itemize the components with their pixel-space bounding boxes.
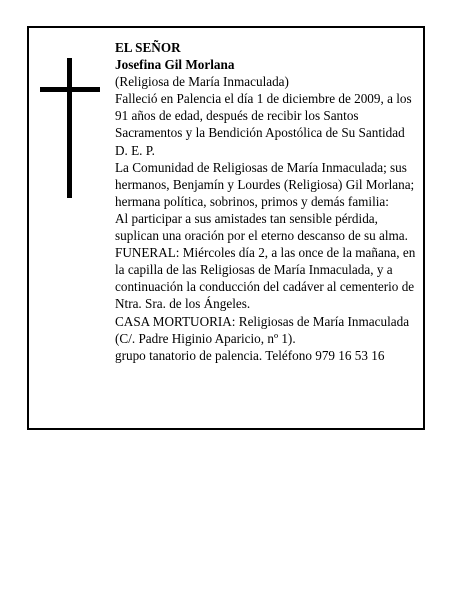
contact-line: grupo tanatorio de palencia. Teléfono 979 16 53 16	[115, 347, 385, 363]
mourners: La Comunidad de Religiosas de María Inmaculada; sus hermanos, Benjamín y Lourdes (Religiosa) Gil Morlana; hermana política, sobrinos, primos y demás familia:	[115, 159, 415, 209]
notice-text	[115, 39, 420, 364]
death-announcement: Falleció en Palencia el día 1 de diciembre de 2009, a los 91 años de edad, después de recibir los Santos Sacramentos y la Bendición Apostólica de Su Santidad	[115, 91, 412, 141]
rip-line: D. E. P.	[115, 142, 155, 158]
funeral-details: FUNERAL: Miércoles día 2, a las once de la mañana, en la capilla de las Religiosas de María Inmaculada, y a continuación la conducción del cadáver al cementerio de Ntra. Sra. de los Ángeles.	[115, 245, 416, 312]
honorific: EL SEÑOR	[115, 40, 181, 55]
prayer-request: Al participar a sus amistades tan sensible pérdida, suplican una oración por el eterno descanso de su alma.	[115, 210, 408, 244]
obituary-notice	[27, 26, 425, 430]
cross-horizontal-bar	[40, 87, 100, 92]
cross-vertical-bar	[67, 58, 72, 198]
mortuary-details: CASA MORTUORIA: Religiosas de María Inmaculada (C/. Padre Higinio Aparicio, nº 1).	[115, 313, 410, 346]
deceased-name: Josefina Gil Morlana	[115, 57, 235, 73]
affiliation: (Religiosa de María Inmaculada)	[115, 74, 289, 90]
